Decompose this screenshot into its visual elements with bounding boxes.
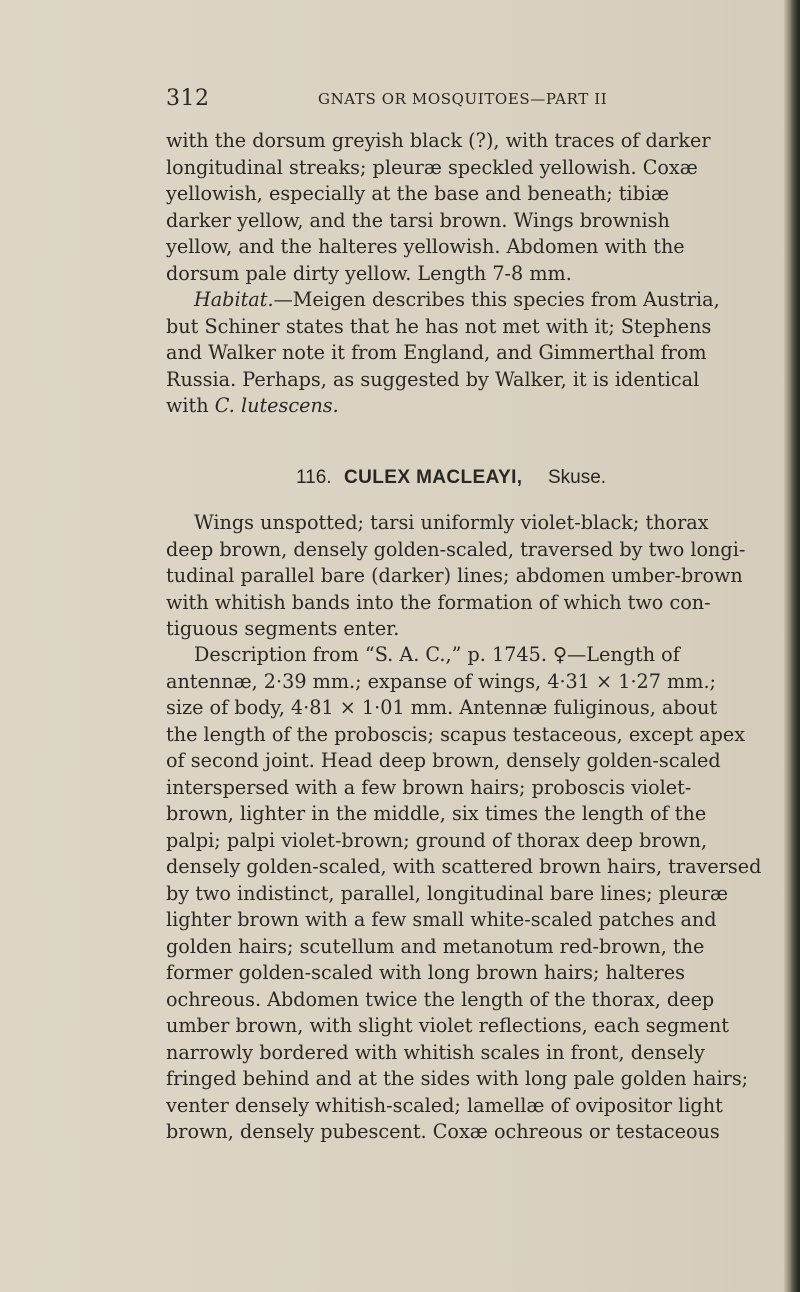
text-line-final [166, 393, 736, 420]
text-line: Wings unspotted; tarsi uniformly violet-black; thorax [194, 511, 709, 534]
text-line: narrowly bordered with whitish scales in front, densely [166, 1040, 705, 1064]
text-line: with whitish bands into the formation of which two con- [166, 590, 711, 614]
page-edge-shadow [784, 0, 800, 1292]
page-number: 312 [166, 86, 210, 111]
text-line: palpi; palpi violet-brown; ground of thorax deep brown, [166, 828, 708, 852]
text-line: tiguous segments enter. [166, 617, 400, 640]
text-line: venter densely whitish-scaled; lamellæ of ovipositor light [166, 1093, 723, 1117]
running-header [0, 86, 800, 116]
habitat-text: —Meigen describes this species from Austria, [273, 288, 720, 311]
text-line: longitudinal streaks; pleuræ speckled yellowish. Coxæ [166, 155, 698, 179]
habitat-label: Habitat. [194, 288, 274, 311]
text-word: with [166, 394, 209, 417]
text-line: deep brown, densely golden-scaled, traversed by two longi- [166, 537, 746, 561]
text-line: but Schiner states that he has not met with it; Stephens [166, 314, 712, 338]
text-line: size of body, 4·81 × 1·01 mm. Antennæ fuliginous, about [166, 696, 718, 719]
text-line: brown, lighter in the middle, six times the length of the [166, 802, 707, 825]
text-line: tudinal parallel bare (darker) lines; abdomen umber-brown [166, 564, 743, 587]
running-title: GNATS OR MOSQUITOES—PART II [318, 90, 608, 108]
text-line: yellow, and the halteres yellowish. Abdomen with the [166, 235, 685, 258]
species-author: Skuse. [548, 467, 607, 488]
text-line: densely golden-scaled, with scattered brown hairs, traversed [166, 855, 762, 878]
text-line: antennæ, 2·39 mm.; expanse of wings, 4·31 × 1·27 mm.; [166, 669, 717, 693]
text-line: brown, densely pubescent. Coxæ ochreous or testaceous [166, 1120, 720, 1143]
species-name: CULEX MACLEAYI, [344, 467, 523, 488]
species-number: 116. [296, 467, 332, 488]
text-line: darker yellow, and the tarsi brown. Wings brownish [166, 208, 670, 232]
text-line: and Walker note it from England, and Gimmerthal from [166, 341, 707, 364]
text-line: Description from “S. A. C.,” p. 1745. ♀—Length of [194, 643, 680, 666]
text-line: of second joint. Head deep brown, densely golden-scaled [166, 749, 721, 772]
text-line: interspersed with a few brown hairs; proboscis violet- [166, 775, 692, 799]
text-line: yellowish, especially at the base and beneath; tibiæ [166, 182, 670, 205]
text-line: Russia. Perhaps, as suggested by Walker, it is identical [166, 367, 700, 391]
habitat-paragraph-first-line [166, 287, 736, 314]
description-paragraph [166, 642, 762, 1146]
text-line: by two indistinct, parallel, longitudinal bare lines; pleuræ [166, 881, 728, 905]
text-line: golden hairs; scutellum and metanotum red-brown, the [166, 934, 705, 958]
text-line: ochreous. Abdomen twice the length of the thorax, deep [166, 987, 715, 1011]
text-line: dorsum pale dirty yellow. Length 7-8 mm. [166, 261, 572, 285]
paragraph-continuation [166, 128, 736, 420]
text-line: umber brown, with slight violet reflections, each segment [166, 1014, 729, 1037]
text-line: former golden-scaled with long brown hairs; halteres [166, 961, 685, 984]
diagnosis-paragraph [166, 510, 746, 643]
species-reference: C. lutescens. [214, 394, 339, 417]
text-line: with the dorsum greyish black (?), with traces of darker [166, 129, 711, 152]
text-line: fringed behind and at the sides with long pale golden hairs; [166, 1067, 749, 1090]
text-line: lighter brown with a few small white-scaled patches and [166, 908, 717, 931]
text-line: the length of the proboscis; scapus testaceous, except apex [166, 722, 746, 746]
